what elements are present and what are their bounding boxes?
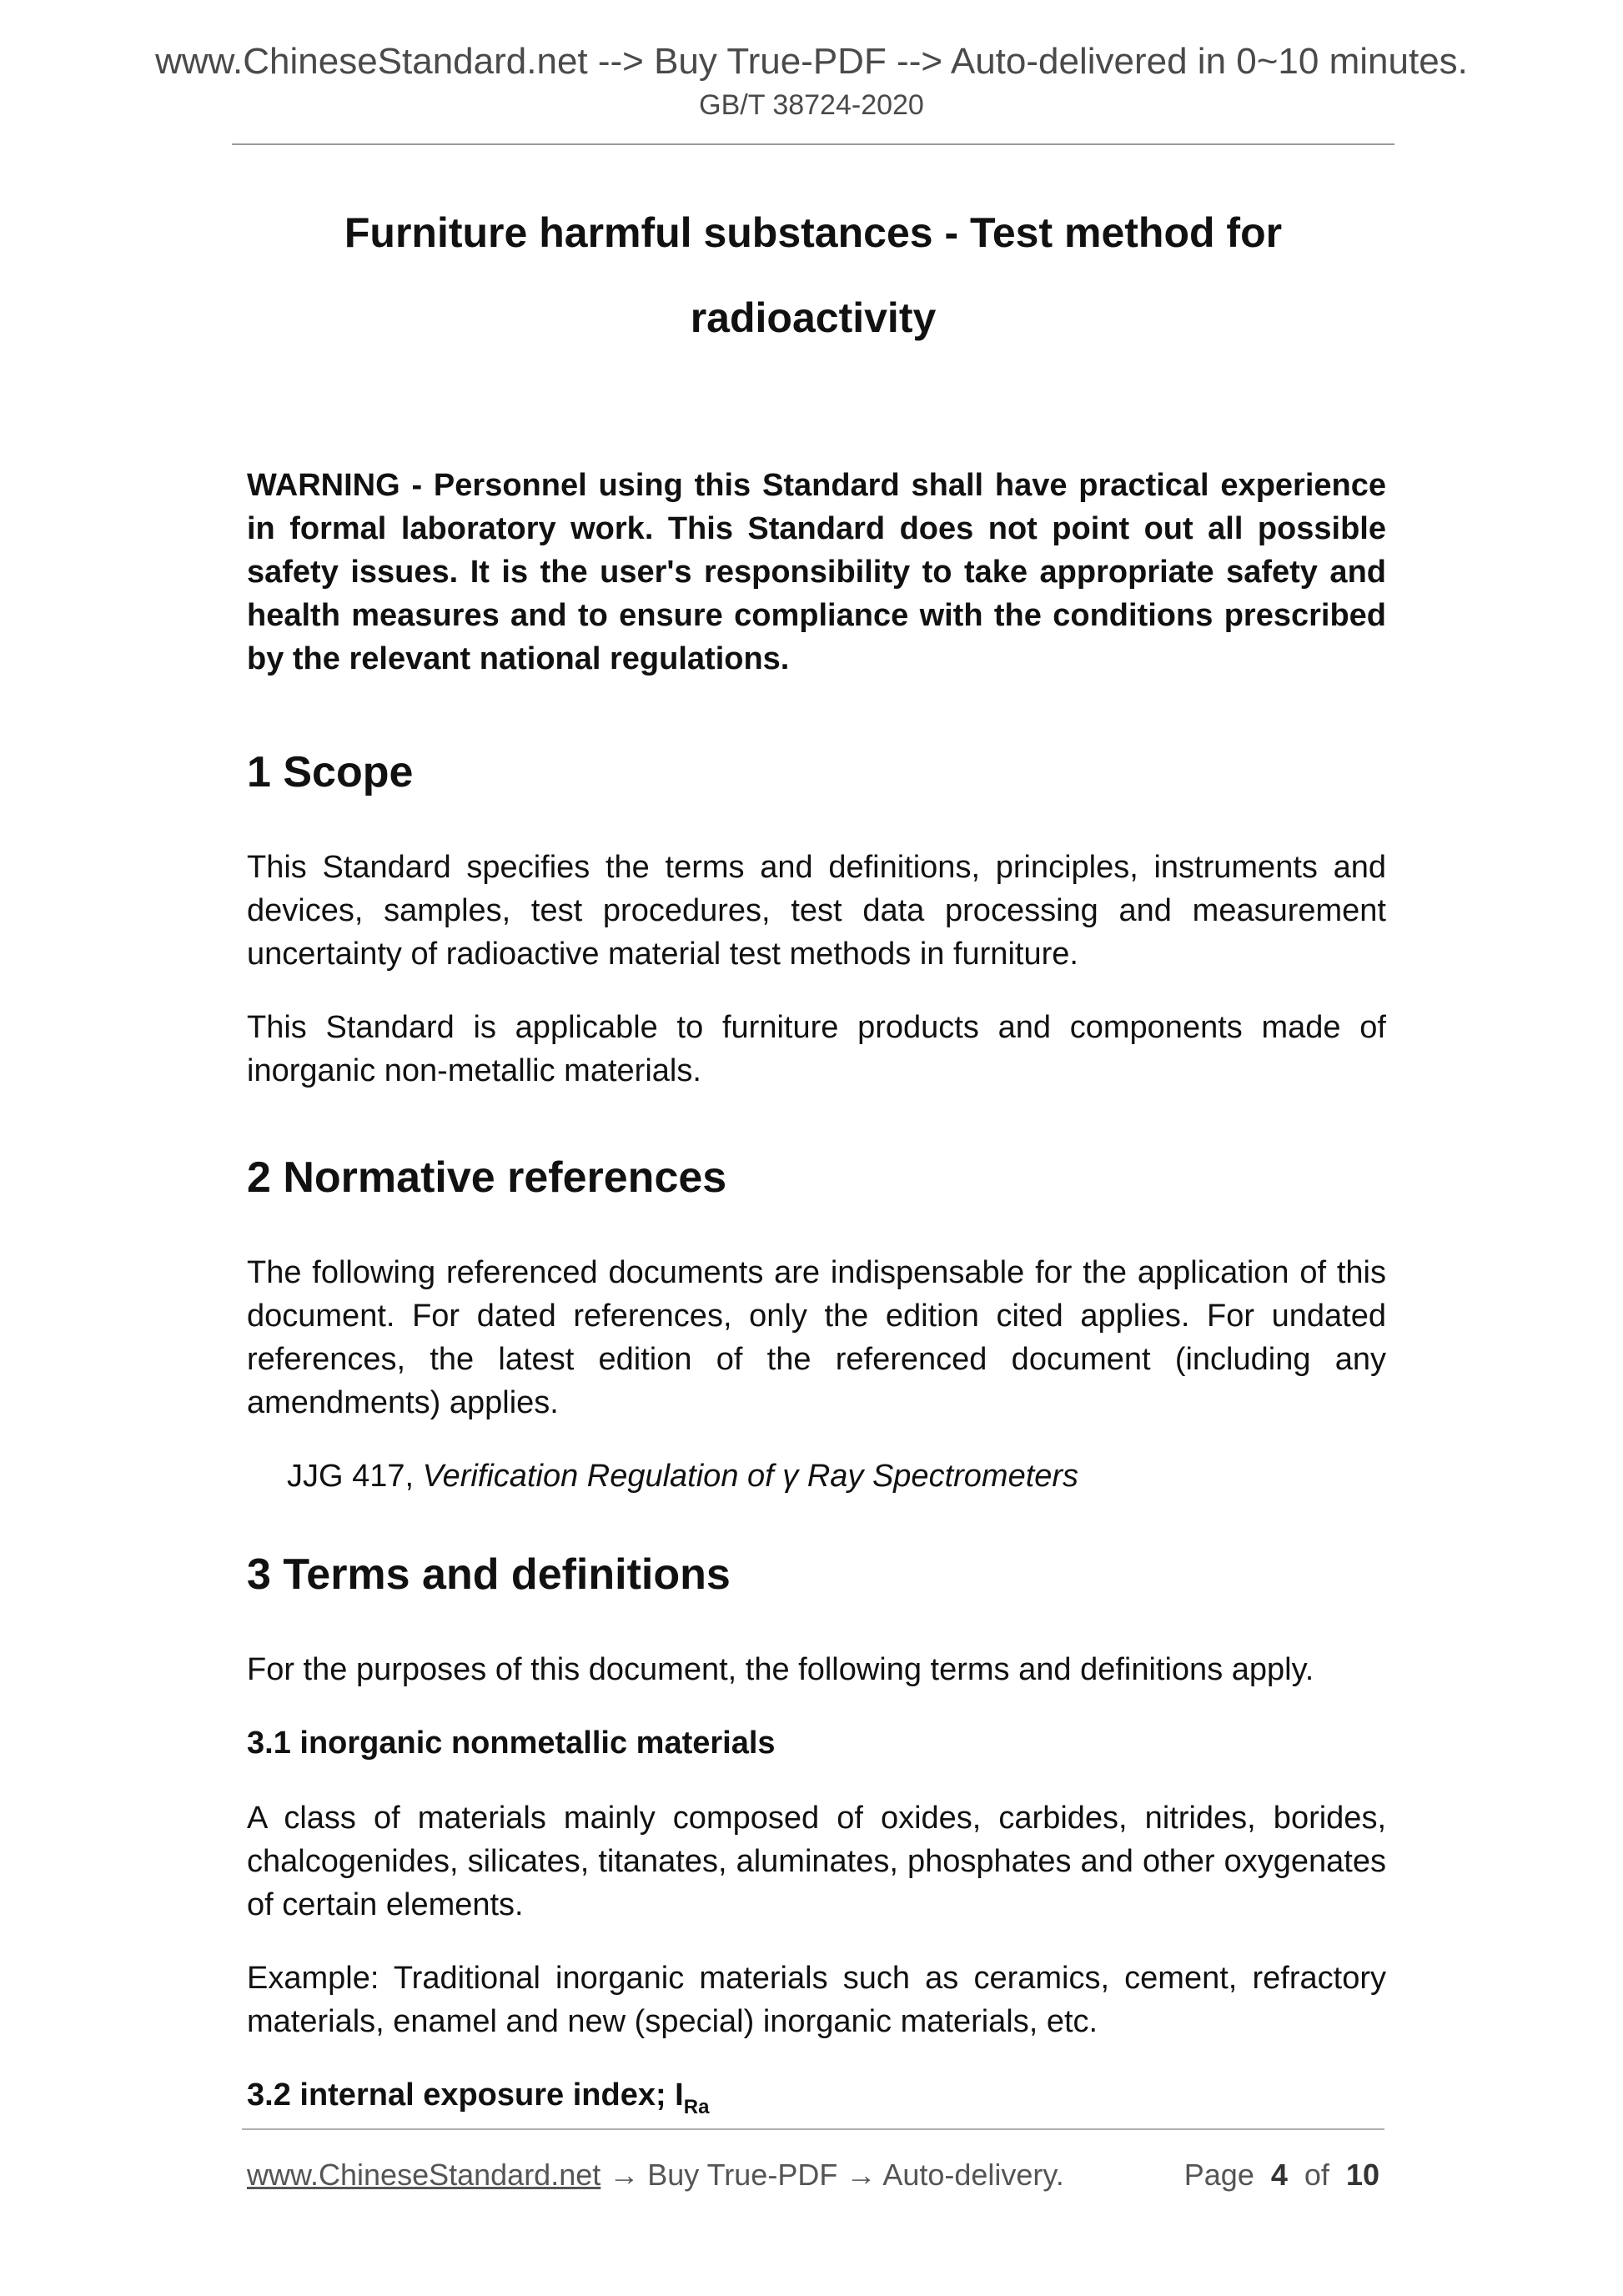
- warning-paragraph: WARNING - Personnel using this Standard shall have practical experience in formal laboratory work. This Standard does not point out all possible safety issues. It is the user's responsibility to take appropriate safety and health measures and to ensure compliance with the conditions prescribed by the relevant national regulations.: [247, 468, 1386, 676]
- term-3-2-text: 3.2 internal exposure index; I: [247, 2077, 684, 2113]
- page-number: 4: [1270, 2158, 1288, 2192]
- footer-tagline: → Buy True-PDF → Auto-delivery.: [600, 2158, 1064, 2192]
- header-divider: [232, 143, 1394, 145]
- reference-entry: [287, 1454, 1386, 1498]
- standard-code: GB/T 38724-2020: [699, 89, 924, 121]
- footer-left: [247, 2153, 1064, 2197]
- reference-title: Verification Regulation of γ Ray Spectrometers: [422, 1459, 1079, 1494]
- page-label: Page: [1183, 2158, 1254, 2192]
- section-heading-terms: 3 Terms and definitions: [247, 1550, 731, 1599]
- top-banner: www.ChineseStandard.net --> Buy True-PDF --> Auto-delivered in 0~10 minutes.: [155, 41, 1468, 82]
- term-3-2-heading: [247, 2073, 1386, 2121]
- page-total: 10: [1345, 2158, 1379, 2192]
- section-heading-scope: 1 Scope: [247, 748, 414, 796]
- title-line-2: radioactivity: [690, 294, 937, 341]
- title-line-1: Furniture harmful substances - Test method for: [344, 209, 1283, 256]
- document-body: [247, 464, 1386, 2153]
- reference-code: JJG 417,: [287, 1459, 423, 1494]
- page-indicator: [1184, 2153, 1379, 2197]
- document-title: [234, 190, 1393, 360]
- footer-site-link[interactable]: www.ChineseStandard.net: [247, 2158, 601, 2192]
- term-3-2-subscript: Ra: [683, 2096, 710, 2118]
- page-footer: [247, 2153, 1379, 2197]
- term-3-1-example: Example: Traditional inorganic materials such as ceramics, cement, refractory materials, enamel and new (special) inorganic materials, etc.: [247, 1961, 1386, 2039]
- term-3-1-definition: A class of materials mainly composed of oxides, carbides, nitrides, borides, chalcogenides, silicates, titanates, aluminates, phosphates and other oxygenates of certain elements.: [247, 1801, 1386, 1922]
- term-3-1-heading: 3.1 inorganic nonmetallic materials: [247, 1726, 776, 1761]
- of-label: of: [1304, 2158, 1329, 2192]
- normative-paragraph: The following referenced documents are indispensable for the application of this document. For dated references, only the edition cited applies. For undated references, the latest edition of the referenced document (including any amendments) applies.: [247, 1255, 1386, 1420]
- scope-paragraph-2: This Standard is applicable to furniture products and components made of inorganic non-metallic materials.: [247, 1010, 1386, 1088]
- section-heading-normative-references: 2 Normative references: [247, 1153, 727, 1202]
- footer-divider: [242, 2128, 1384, 2130]
- scope-paragraph-1: This Standard specifies the terms and definitions, principles, instruments and devices, samples, test procedures, test data processing and measurement uncertainty of radioactive material test methods in furniture.: [247, 850, 1386, 972]
- terms-intro: For the purposes of this document, the following terms and definitions apply.: [247, 1652, 1314, 1687]
